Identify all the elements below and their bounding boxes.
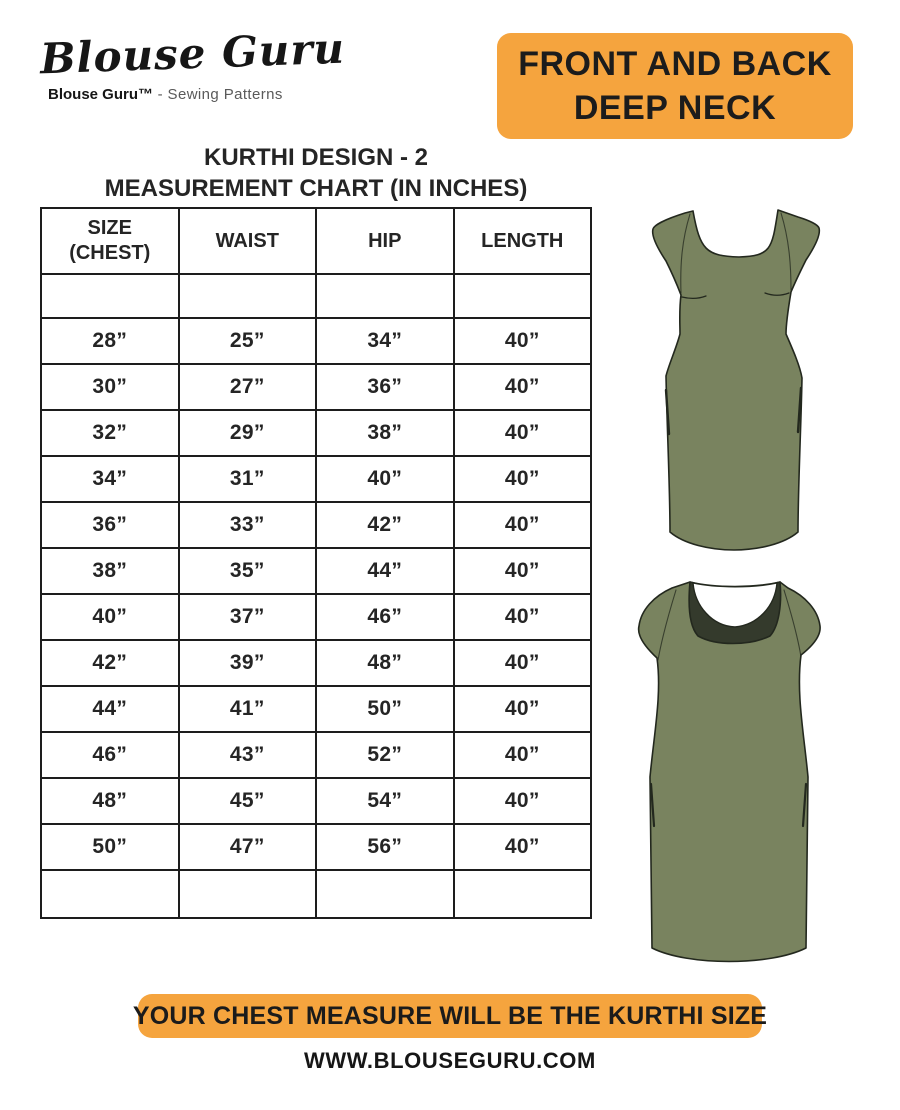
table-row	[41, 732, 591, 778]
table-row	[41, 686, 591, 732]
table-cell: 25”	[179, 318, 317, 364]
table-cell: 37”	[179, 594, 317, 640]
column-header: HIP	[316, 208, 454, 274]
table-row	[41, 502, 591, 548]
table-cell: 40”	[454, 778, 592, 824]
table-cell	[316, 870, 454, 918]
kurti-front-drawing	[638, 198, 830, 562]
table-cell: 42”	[316, 502, 454, 548]
table-cell: 54”	[316, 778, 454, 824]
table-cell: 40”	[454, 594, 592, 640]
table-cell: 39”	[179, 640, 317, 686]
table-cell: 40”	[454, 502, 592, 548]
column-header: SIZE (CHEST)	[41, 208, 179, 274]
table-cell: 35”	[179, 548, 317, 594]
table-cell: 44”	[316, 548, 454, 594]
table-cell: 46”	[316, 594, 454, 640]
brand-script-logo: Blouse Guru	[39, 23, 346, 84]
table-cell	[179, 274, 317, 318]
table-row	[41, 364, 591, 410]
table-row	[41, 778, 591, 824]
table-cell: 50”	[41, 824, 179, 870]
table-cell: 43”	[179, 732, 317, 778]
table-cell: 29”	[179, 410, 317, 456]
table-cell: 47”	[179, 824, 317, 870]
size-note-banner: YOUR CHEST MEASURE WILL BE THE KURTHI SIZE	[138, 994, 762, 1038]
table-cell: 38”	[316, 410, 454, 456]
chart-title	[40, 142, 592, 204]
website-url: WWW.BLOUSEGURU.COM	[304, 1048, 596, 1073]
table-cell: 40”	[316, 456, 454, 502]
table-cell: 36”	[316, 364, 454, 410]
table-cell: 40”	[454, 364, 592, 410]
neck-style-badge	[497, 33, 853, 139]
table-cell: 40”	[454, 686, 592, 732]
table-row	[41, 456, 591, 502]
table-cell	[179, 870, 317, 918]
table-cell: 34”	[41, 456, 179, 502]
table-cell: 42”	[41, 640, 179, 686]
table-cell: 38”	[41, 548, 179, 594]
table-cell: 28”	[41, 318, 179, 364]
table-body	[41, 274, 591, 918]
table-row	[41, 640, 591, 686]
table-cell: 52”	[316, 732, 454, 778]
table-header	[41, 208, 591, 274]
spacer-row	[41, 870, 591, 918]
logo	[39, 23, 346, 104]
table-cell: 30”	[41, 364, 179, 410]
table-row	[41, 548, 591, 594]
table-cell: 33”	[179, 502, 317, 548]
brand-tagline-rest: - Sewing Patterns	[153, 86, 283, 104]
table-cell: 32”	[41, 410, 179, 456]
table-cell: 40”	[454, 456, 592, 502]
table-cell: 56”	[316, 824, 454, 870]
table-row	[41, 824, 591, 870]
spacer-row	[41, 274, 591, 318]
brand-tagline-name: Blouse Guru™	[48, 86, 154, 104]
table-cell	[41, 274, 179, 318]
table-cell: 36”	[41, 502, 179, 548]
table-cell: 44”	[41, 686, 179, 732]
neck-style-line2: DEEP NECK	[573, 89, 777, 127]
table-cell	[41, 870, 179, 918]
table-row	[41, 410, 591, 456]
kurti-back-illustration	[628, 572, 828, 981]
column-header: WAIST	[179, 208, 317, 274]
column-header: LENGTH	[454, 208, 592, 274]
table-cell	[454, 274, 592, 318]
table-cell: 40”	[454, 318, 592, 364]
brand-tagline	[40, 86, 345, 103]
table-cell: 45”	[179, 778, 317, 824]
chart-title-line2: MEASUREMENT CHART (IN INCHES)	[104, 175, 528, 203]
table-cell	[454, 870, 592, 918]
table-cell	[316, 274, 454, 318]
table-cell: 27”	[179, 364, 317, 410]
table-cell: 40”	[454, 732, 592, 778]
table-cell: 46”	[41, 732, 179, 778]
table-cell: 40”	[454, 548, 592, 594]
table-cell: 41”	[179, 686, 317, 732]
table-cell: 48”	[316, 640, 454, 686]
table-cell: 48”	[41, 778, 179, 824]
kurti-back-drawing	[628, 572, 828, 976]
table-cell: 40”	[454, 410, 592, 456]
table-cell: 31”	[179, 456, 317, 502]
neck-style-line1: FRONT AND BACK	[518, 44, 832, 83]
table-cell: 40”	[454, 824, 592, 870]
table-row	[41, 594, 591, 640]
table-cell: 34”	[316, 318, 454, 364]
table-cell: 40”	[454, 640, 592, 686]
kurti-front-illustration	[638, 198, 830, 567]
chart-title-line1: KURTHI DESIGN - 2	[203, 144, 428, 171]
header-row	[41, 208, 591, 274]
table-cell: 40”	[41, 594, 179, 640]
table-cell: 50”	[316, 686, 454, 732]
table-row	[41, 318, 591, 364]
measurement-table	[40, 207, 592, 919]
